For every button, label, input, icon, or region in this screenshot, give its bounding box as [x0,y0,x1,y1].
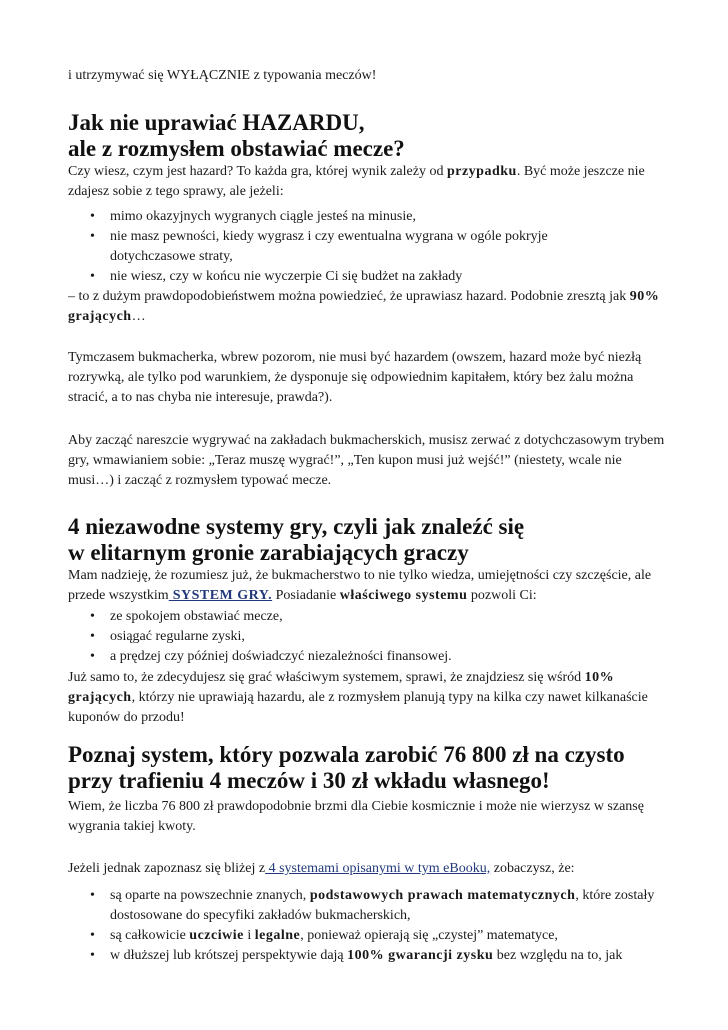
section-1-paragraph-2: Tymczasem bukmacherka, wbrew pozorom, nie musi być hazardem (owszem, hazard może być niezłą rozrywką, ale tylko pod warunkiem, że dysponuje się odpowiednim kapitałem, który bez żalu można stracić, a to nas chyba nie interesuje, prawda?). [68,350,642,405]
section-1-heading-line-2: ale z rozmysłem obstawiać mecze? [68,136,405,161]
bullet-icon: • [90,209,95,224]
list-item-text: osiągać regularne zyski, [110,629,245,644]
section-1-heading [68,110,688,162]
paragraph-text: Jeżeli jednak zapoznasz się bliżej z [68,861,266,876]
section-3-paragraph-2 [68,859,668,879]
conclusion-text-end: , którzy nie uprawiają hazardu, ale z rozmysłem planują typy na kilka czy nawet kilkanaście kuponów do przodu! [68,690,648,725]
list-item [68,946,668,966]
intro-text: Mam nadzieję, że rozumiesz już, że bukmacherstwo to nie tylko wiedza, umiejętności czy szczęście, ale przede wszystkim [68,568,652,603]
section-2-conclusion [68,668,668,728]
conclusion-bold: 10% grających [68,670,615,705]
intro-text-end: . Być może jeszcze nie zdajesz sobie z tego sprawy, ale jeżeli: [68,164,645,199]
section-2-bullets [68,607,668,667]
list-item [68,267,668,287]
list-item-text: są oparte na powszechnie znanych, [110,888,310,903]
conclusion-bold: 90% grających [68,289,660,324]
section-3-paragraph-1: Wiem, że liczba 76 800 zł prawdopodobnie brzmi dla Ciebie kosmicznie i może nie wierzysz w szansę wygrania takiej kwoty. [68,799,644,834]
section-2-intro [68,566,668,606]
bullet-icon: • [90,649,95,664]
intro-text-end: pozwoli Ci: [467,588,537,603]
systems-ebook-link[interactable]: 4 systemami opisanymi w tym eBooku, [265,861,491,876]
section-1-conclusion [68,287,668,327]
section-1-heading-line-1: Jak nie uprawiać HAZARDU, [68,110,365,135]
intro-text-mid: Posiadanie [272,588,340,603]
list-item-text-end: , ponieważ opierają się „czystej” matematyce, [300,928,558,943]
section-1-paragraph-3: Aby zacząć nareszcie wygrywać na zakładach bukmacherskich, musisz zerwać z dotychczasowym trybem gry, wmawianiem sobie: „Teraz muszę wygrać!”, „Ten kupon musi już wejść!” (niestety, wcale nie musi…) i zacząć z rozmysłem typować mecze. [68,433,665,488]
list-item-text-mid: i [243,928,255,943]
intro-text: Czy wiesz, czym jest hazard? To każda gra, której wynik zależy od [68,164,447,179]
list-item-text: mimo okazyjnych wygranych ciągle jesteś na minusie, [110,209,416,224]
section-1-bullets [68,207,668,287]
section-2-heading-line-2: w elitarnym gronie zarabiających graczy [68,540,469,565]
top-line: i utrzymywać się WYŁĄCZNIE z typowania meczów! [68,68,377,83]
bullet-icon: • [90,948,95,963]
bullet-icon: • [90,269,95,284]
section-2-heading [68,514,688,566]
bullet-icon: • [90,629,95,644]
list-item-bold: uczciwie [189,928,244,943]
list-item-text: nie wiesz, czy w końcu nie wyczerpie Ci się budżet na zakłady [110,269,463,284]
list-item-text: ze spokojem obstawiać mecze, [110,609,283,624]
section-3-bullets [68,886,668,966]
list-item-text-end: , które zostały dostosowane do specyfiki zakładów bukmacherskich, [110,888,655,923]
list-item-text: a prędzej czy później doświadczyć niezależności finansowej. [110,649,452,664]
list-item [68,607,668,627]
bullet-icon: • [90,888,95,903]
list-item-text: nie masz pewności, kiedy wygrasz i czy ewentualna wygrana w ogóle pokryje dotychczasowe straty, [110,229,548,264]
list-item-bold: 100% gwarancji zysku [347,948,494,963]
system-gry-link[interactable]: SYSTEM GRY. [168,588,273,603]
section-2-heading-line-1: 4 niezawodne systemy gry, czyli jak znaleźć się [68,514,525,539]
section-3-heading [68,742,688,794]
bullet-icon: • [90,229,95,244]
conclusion-text: Już samo to, że zdecydujesz się grać właściwym systemem, sprawi, że znajdziesz się wśród [68,670,585,685]
list-item-text: w dłuższej lub krótszej perspektywie dają [110,948,348,963]
section-1-intro [68,162,668,202]
intro-bold: przypadku [446,164,517,179]
list-item-bold: legalne [254,928,301,943]
list-item [68,926,668,946]
bullet-icon: • [90,928,95,943]
list-item-bold: podstawowych prawach matematycznych [309,888,576,903]
list-item [68,886,668,926]
list-item [68,207,668,227]
bullet-icon: • [90,609,95,624]
list-item-text: są całkowicie [110,928,190,943]
section-3-heading-line-1: Poznaj system, który pozwala zarobić 76 800 zł na czysto [68,742,625,767]
list-item [68,647,668,667]
intro-bold: właściwego systemu [339,588,468,603]
section-3-heading-line-2: przy trafieniu 4 meczów i 30 zł wkładu własnego! [68,768,550,793]
conclusion-text: – to z dużym prawdopodobieństwem można powiedzieć, że uprawiasz hazard. Podobnie zresztą jak [68,289,630,304]
conclusion-ellipsis: … [131,309,146,324]
list-item [68,227,668,267]
paragraph-text-end: zobaczysz, że: [490,861,575,876]
list-item [68,627,668,647]
list-item-text-end: bez względu na to, jak [493,948,623,963]
